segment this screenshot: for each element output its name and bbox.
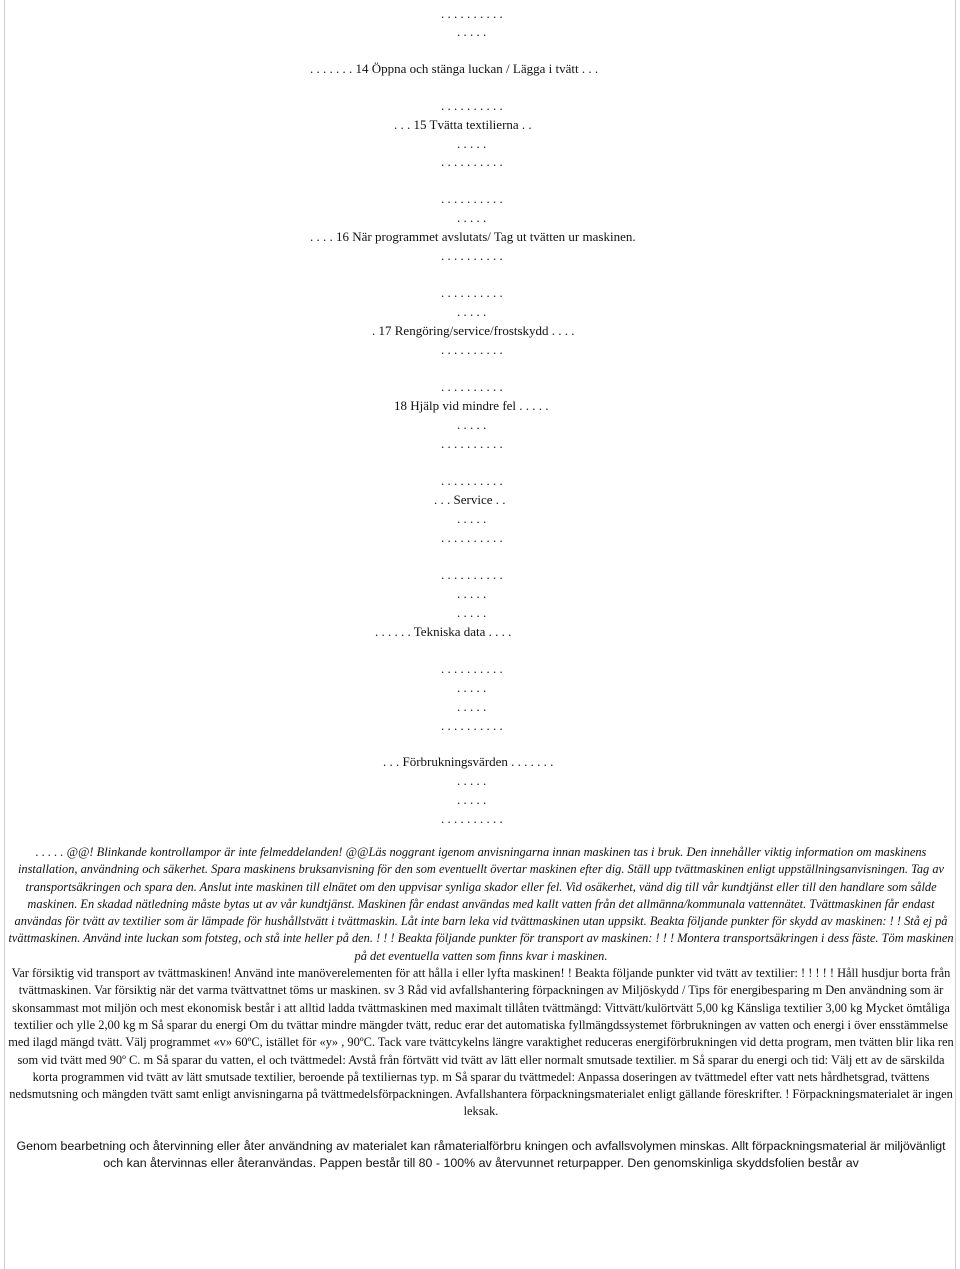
toc-line: . . . . . . . . . . [441, 530, 503, 545]
toc-line: . . . . . [457, 304, 487, 319]
toc-line: . . . . . . . 14 Öppna och stänga luckan / Lägga i tvätt . . . [310, 61, 599, 76]
toc-line: . . . . . [457, 210, 487, 225]
toc-line: . . . . . . . . . . [441, 342, 503, 357]
safety-paragraph: . . . . . @@! Blinkande kontrollampor är inte felmeddelanden! @@Läs noggrant igenom anvisningarna innan maskinen tas i bruk. Den innehåller viktig information om maskinens installation, användning och säkerhet. Spara maskinens bruksanvisning för den som eventuellt övertar maskinen efter dig. Ställ upp tvättmaskinen enligt uppställningsanvisningen. Tag av transportsäkringen och spara den. Anslut inte maskinen till elnätet om den uppvisar synliga skador eller fel. Vid osäkerhet, vänd dig till vår kundtjänst eller till den handlare som sålde maskinen. En skadad nätledning måste bytas ut av vår kundtjänst. Maskinen får endast användas med kallt vatten från det allmänna/kommunala vattennätet. Tvättmaskinen får endast användas för tvätt av textilier som är lämpade för hushållstvätt i tvättmaskin. Låt inte barn leka vid tvättmaskinen utan uppsikt. Beakta följande punkter för skydd av maskinen: ! ! Stå ej på tvättmaskinen. Använd inte luckan som fotsteg, och stå inte heller på den. ! ! ! Beakta följande punkter för transport av maskinen: ! ! ! Montera transportsäkringen i dess fäste. Töm maskinen på det eventuella vatten som finns kvar i maskinen. [8, 845, 954, 963]
toc-line: . . . . . . . . . . [441, 98, 503, 113]
toc-line: . . . . . [457, 680, 487, 695]
toc-line: . . . . . [457, 699, 487, 714]
recycling-paragraph: Genom bearbetning och återvinning eller åter användning av materialet kan råmaterialförbru kningen och avfallsvolymen minskas. Allt förpackningsmaterial är miljövänligt och kan återvinnas eller återanvändas. Pappen består till 80 - 100% av återvunnet returpapper. Den genomskinliga skyddsfolien består av [16, 1138, 946, 1171]
toc-line: . . . . . . . . . . [441, 6, 503, 21]
toc-line: . . . . . . . . . . [441, 567, 503, 582]
toc-line: . . . . . . . . . . [441, 248, 503, 263]
toc-line: . . . . . . . . . . [441, 191, 503, 206]
toc-line: . . . . . . . . . . [441, 285, 503, 300]
toc-line: . . . . . [457, 24, 487, 39]
toc-line: . . . 15 Tvätta textilierna . . [394, 117, 532, 132]
toc-line: . . . . . . . . . . [441, 379, 503, 394]
toc-line: . . . Service . . [434, 492, 506, 507]
toc-line: . . . . . [457, 792, 487, 807]
toc-line: 18 Hjälp vid mindre fel . . . . . [394, 398, 549, 413]
toc-line: . . . . . [457, 605, 487, 620]
toc-line: . . . . . . . . . . [441, 473, 503, 488]
toc-line: . . . . . . . . . . [441, 154, 503, 169]
toc-line: . . . . . [457, 511, 487, 526]
page-border-left [4, 0, 5, 1269]
document-body [6, 844, 956, 1172]
toc-line: . . . . . . Tekniska data . . . . [375, 624, 512, 639]
toc-line: . . . . . . . . . . [441, 811, 503, 826]
toc-line: . . . . . [457, 586, 487, 601]
paragraph-gap [6, 1121, 956, 1138]
toc-line: . . . . 16 När programmet avslutats/ Tag ut tvätten ur maskinen. [310, 229, 636, 244]
environment-paragraph: Var försiktig vid transport av tvättmaskinen! Använd inte manöverelementen för att hålla i eller lyfta maskinen! ! Beakta följande punkter vid tvätt av textilier: ! ! ! ! ! Håll husdjur borta från tvättmaskinen. Var försiktig när det varma tvättvattnet töms ur maskinen. sv 3 Råd vid avfallshantering förpackningen av Miljöskydd / Tips för energibesparing m Den användning som är skonsammast mot miljön och mest ekonomisk består i att alltid ladda tvättmaskinen med maximalt tillåten tvättmängd: Vittvätt/kulörtvätt 5,00 kg Känsliga textilier 3,00 kg Mycket ömtåliga textilier och ylle 2,00 kg m Så sparar du energi Om du tvättar mindre mängder tvätt, reduc erar det automatiska fyllmängdssystemet förbrukningen av vatten och energi i över ensstämmelse med ilagd mängd tvätt. Välj programmet «v» 60ºC, istället för «y» , 90ºC. Tack vare tvättcykelns längre varaktighet reduceras energiförbrukningen vid detta program, men tvätten blir lika ren som vid tvätt med 90º C. m Så sparar du vatten, el och tvättmedel: Avstå från förtvätt vid tvätt av lätt eller normalt smutsade textilier. m Så sparar du energi och tid: Välj ett av de särskilda korta programmen vid tvätt av lätt smutsade textilier, beroende på textiliernas typ. m Så sparar du tvättmedel: Anpassa doseringen av tvättmedel efter vatt nets hårdhetsgrad, tvättens nedsmutsning och mängden tvätt samt enligt anvisningarna på tvättmedelsförpackningen. Avfallshantera förpackningsmaterialet enligt gällande föreskrifter. ! Förpackningsmaterialet är ingen leksak. [8, 966, 954, 1119]
toc-line: . . . . . [457, 136, 487, 151]
toc-line: . . . . . . . . . . [441, 661, 503, 676]
toc-line: . . . . . [457, 773, 487, 788]
toc-line: . . . Förbrukningsvärden . . . . . . . [383, 754, 554, 769]
toc-line: . . . . . . . . . . [441, 436, 503, 451]
toc-line: . 17 Rengöring/service/frostskydd . . . . [372, 323, 575, 338]
toc-line: . . . . . [457, 417, 487, 432]
toc-line: . . . . . . . . . . [441, 718, 503, 733]
